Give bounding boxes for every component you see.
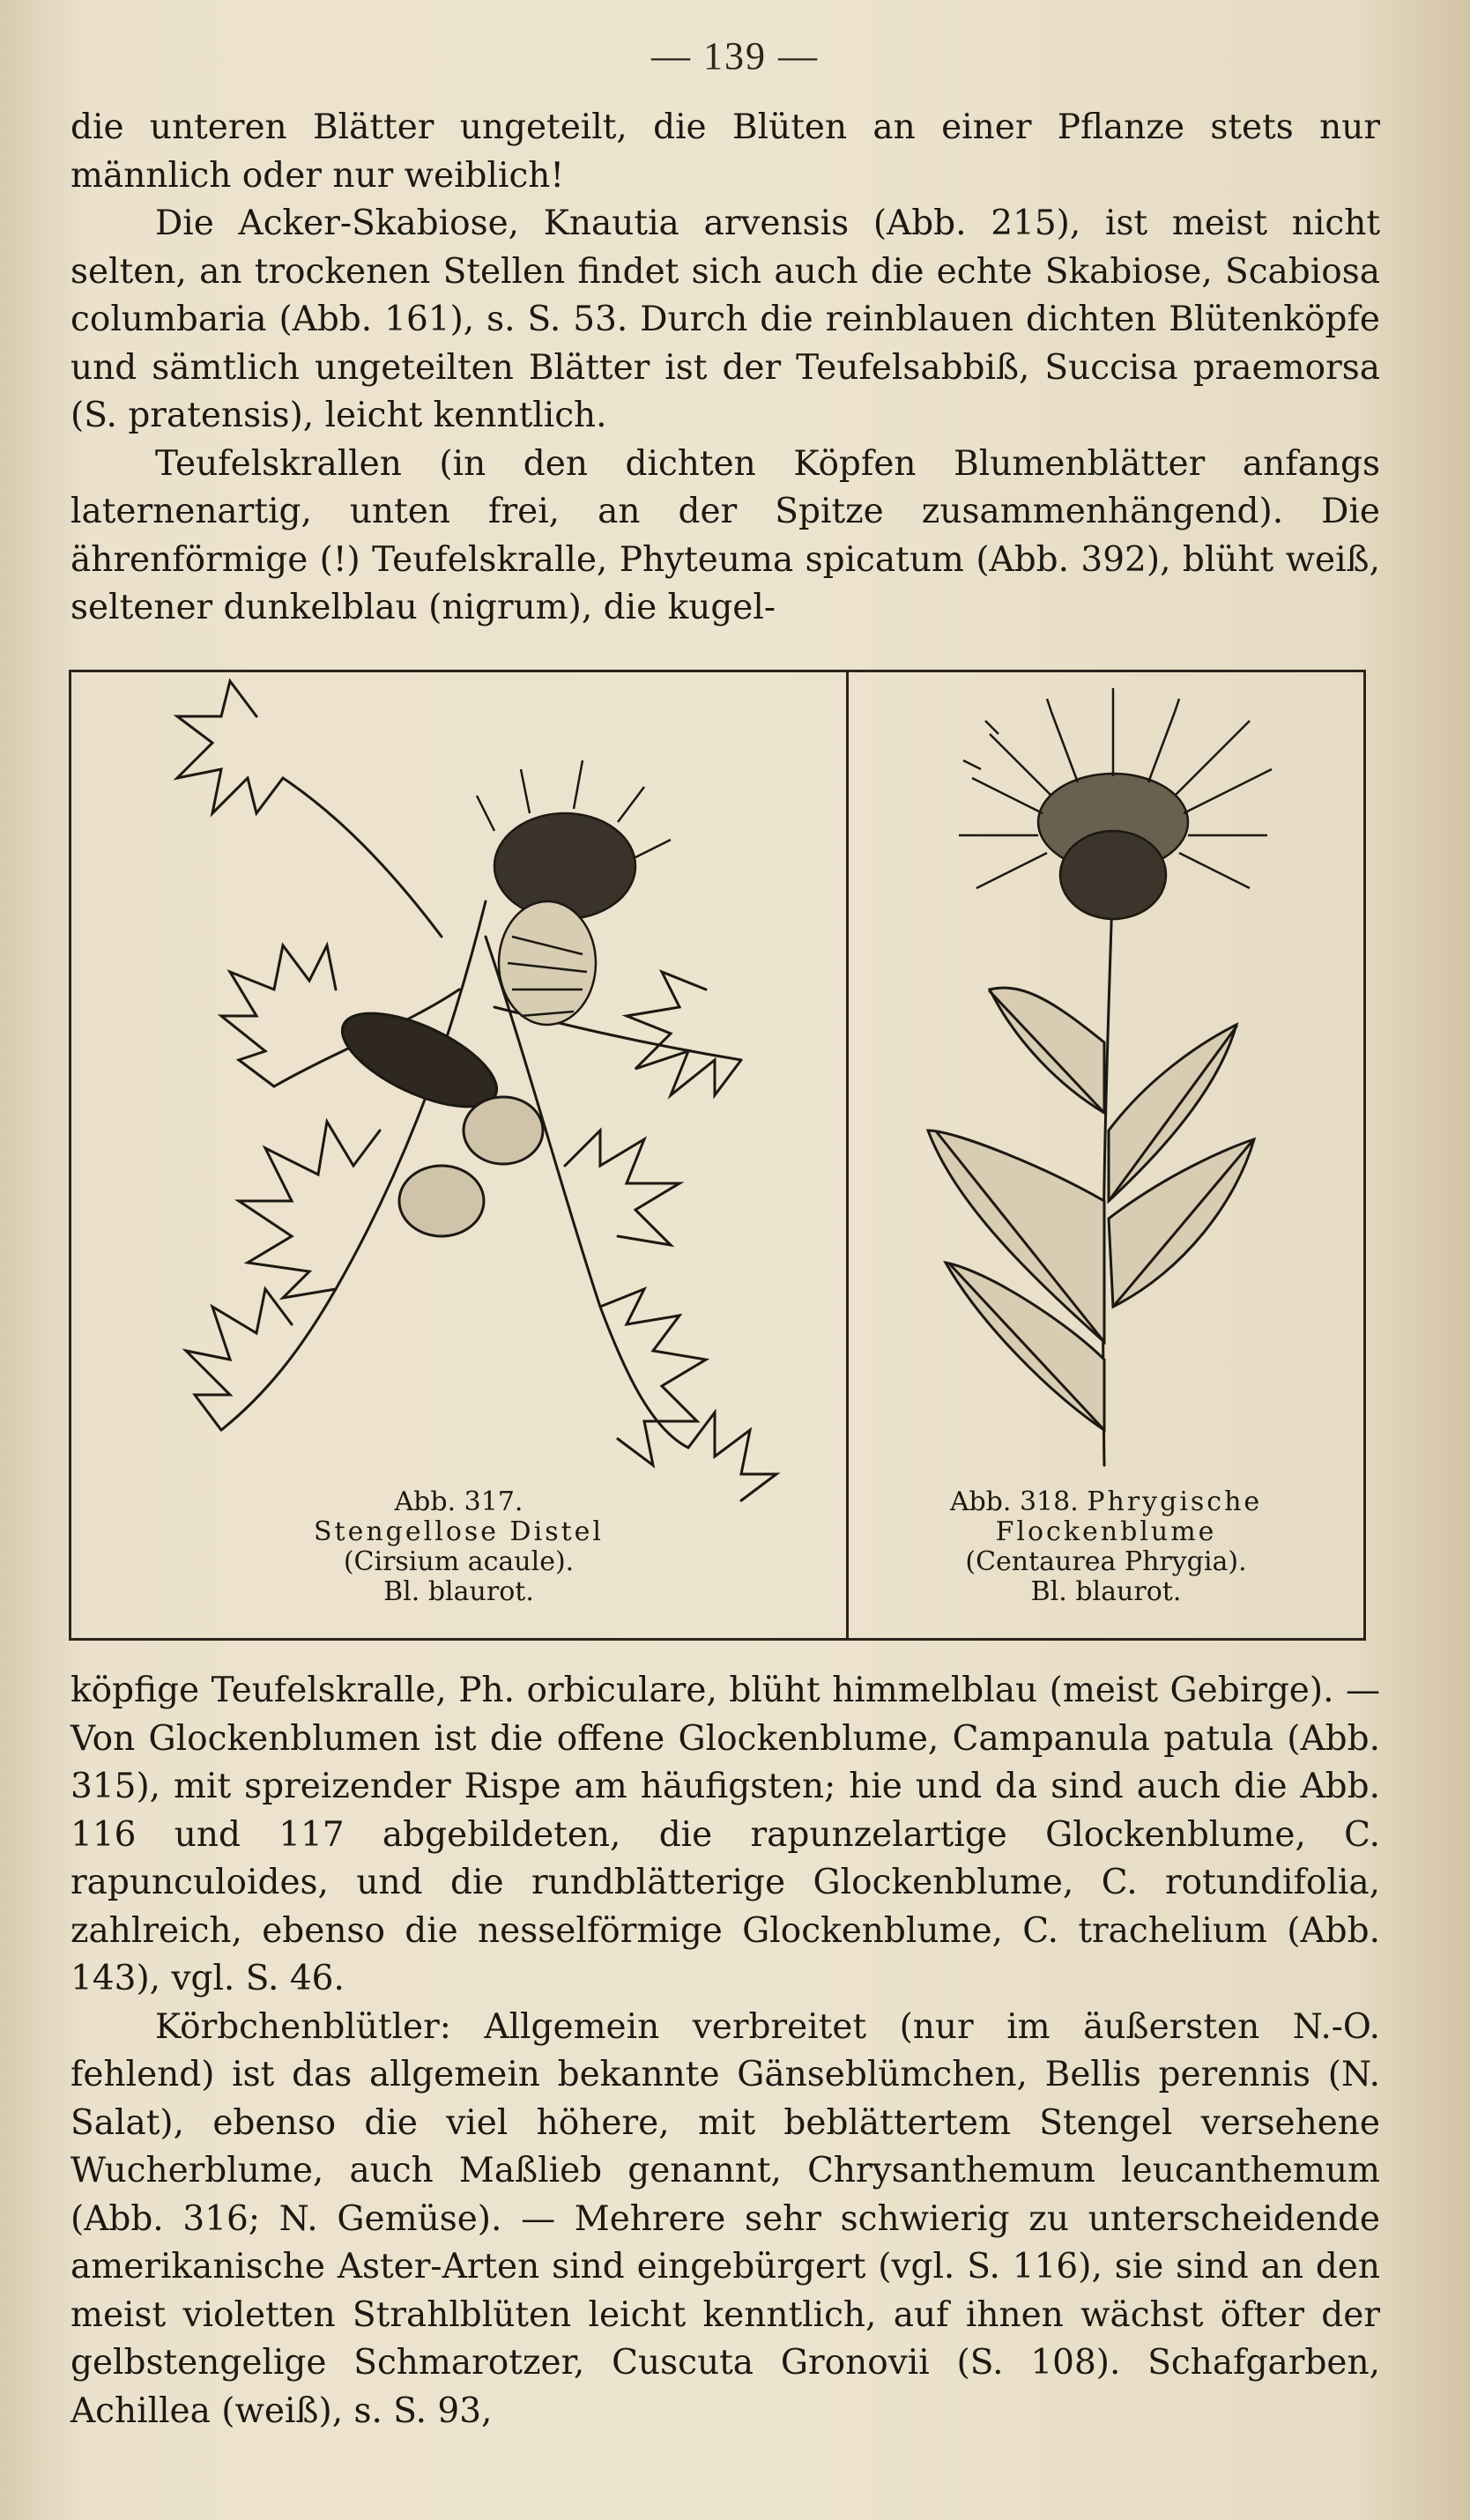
- page-number: — 139 —: [651, 34, 819, 78]
- figure-317-caption: [71, 1487, 846, 1607]
- figure-318-caption: [849, 1487, 1363, 1607]
- top-text-block: [71, 104, 1380, 633]
- figure-318-color: Bl. blaurot.: [1030, 1576, 1182, 1607]
- paragraph-4: köpfige Teufelskralle, Ph. orbiculare, blüht himmelblau (meist Gebirge). — Von Glockenblumen ist die offene Glockenblume, Campanula patula (Abb. 315), mit spreizender Rispe am häufigsten; hie und da sind auch die Abb. 116 und 117 abgebildeten, die rapunzelartige Glockenblume, C. rapunculoides, und die rundblätterige Glockenblume, C. rotundifolia, zahlreich, ebenso die nesselförmige Glockenblume, C. trachelium (Abb. 143), vgl. S. 46.: [71, 1671, 1380, 1998]
- figure-317-number: Abb. 317.: [394, 1486, 523, 1517]
- figure-318-name-line2: Flockenblume: [995, 1516, 1217, 1547]
- figure-317-name: Stengellose Distel: [313, 1516, 605, 1547]
- figure-318-number-and-name: [849, 1487, 1363, 1517]
- figure-318-panel: [849, 672, 1363, 1638]
- paragraph-5: Körbchenblütler: Allgemein verbreitet (nur im äußersten N.-O. fehlend) ist das allgemein bekannte Gänseblümchen, Bellis perennis (N. Salat), ebenso die viel höhere, mit beblättertem Stengel versehene Wucherblume, auch Maßlieb genannt, Chrysanthemum leucanthemum (Abb. 316; N. Gemüse). — Mehrere sehr schwierig zu unterscheidende amerikanische Aster-Arten sind eingebürgert (vgl. S. 116), sie sind an den meist violetten Strahlblüten leicht kenntlich, auf ihnen wächst öfter der gelbstengelige Schmarotzer, Cuscuta Gronovii (S. 108). Schafgarben, Achillea (weiß), s. S. 93,: [71, 2006, 1380, 2431]
- bottom-text-block: [71, 1667, 1380, 2435]
- figure-317-panel: [71, 672, 849, 1638]
- figure-318-latin: (Centaurea Phrygia).: [965, 1546, 1247, 1577]
- figure-317-latin: (Cirsium acaule).: [343, 1546, 575, 1577]
- figure-318-name-line1: Phrygische: [1087, 1486, 1263, 1517]
- figure-box: [69, 670, 1366, 1641]
- figure-318-number: Abb. 318.: [949, 1486, 1079, 1517]
- paragraph-3: Teufelskrallen (in den dichten Köpfen Blumenblätter anfangs laternenartig, unten frei, an der Spitze zusammenhängend). Die ährenförmige (!) Teufelskralle, Phyteuma spicatum (Abb. 392), blüht weiß, seltener dunkelblau (nigrum), die kugel-: [71, 443, 1380, 627]
- paragraph-1: die unteren Blätter ungeteilt, die Blüten an einer Pflanze stets nur männlich oder nur weiblich!: [71, 107, 1380, 196]
- figure-317-color: Bl. blaurot.: [383, 1576, 534, 1607]
- paragraph-2: Die Acker-Skabiose, Knautia arvensis (Abb. 215), ist meist nicht selten, an trockenen Stellen findet sich auch die echte Skabiose, Scabiosa columbaria (Abb. 161), s. S. 53. Durch die reinblauen dichten Blütenköpfe und sämtlich ungeteilten Blätter ist der Teufelsabbiß, Succisa praemorsa (S. pratensis), leicht kenntlich.: [71, 204, 1380, 435]
